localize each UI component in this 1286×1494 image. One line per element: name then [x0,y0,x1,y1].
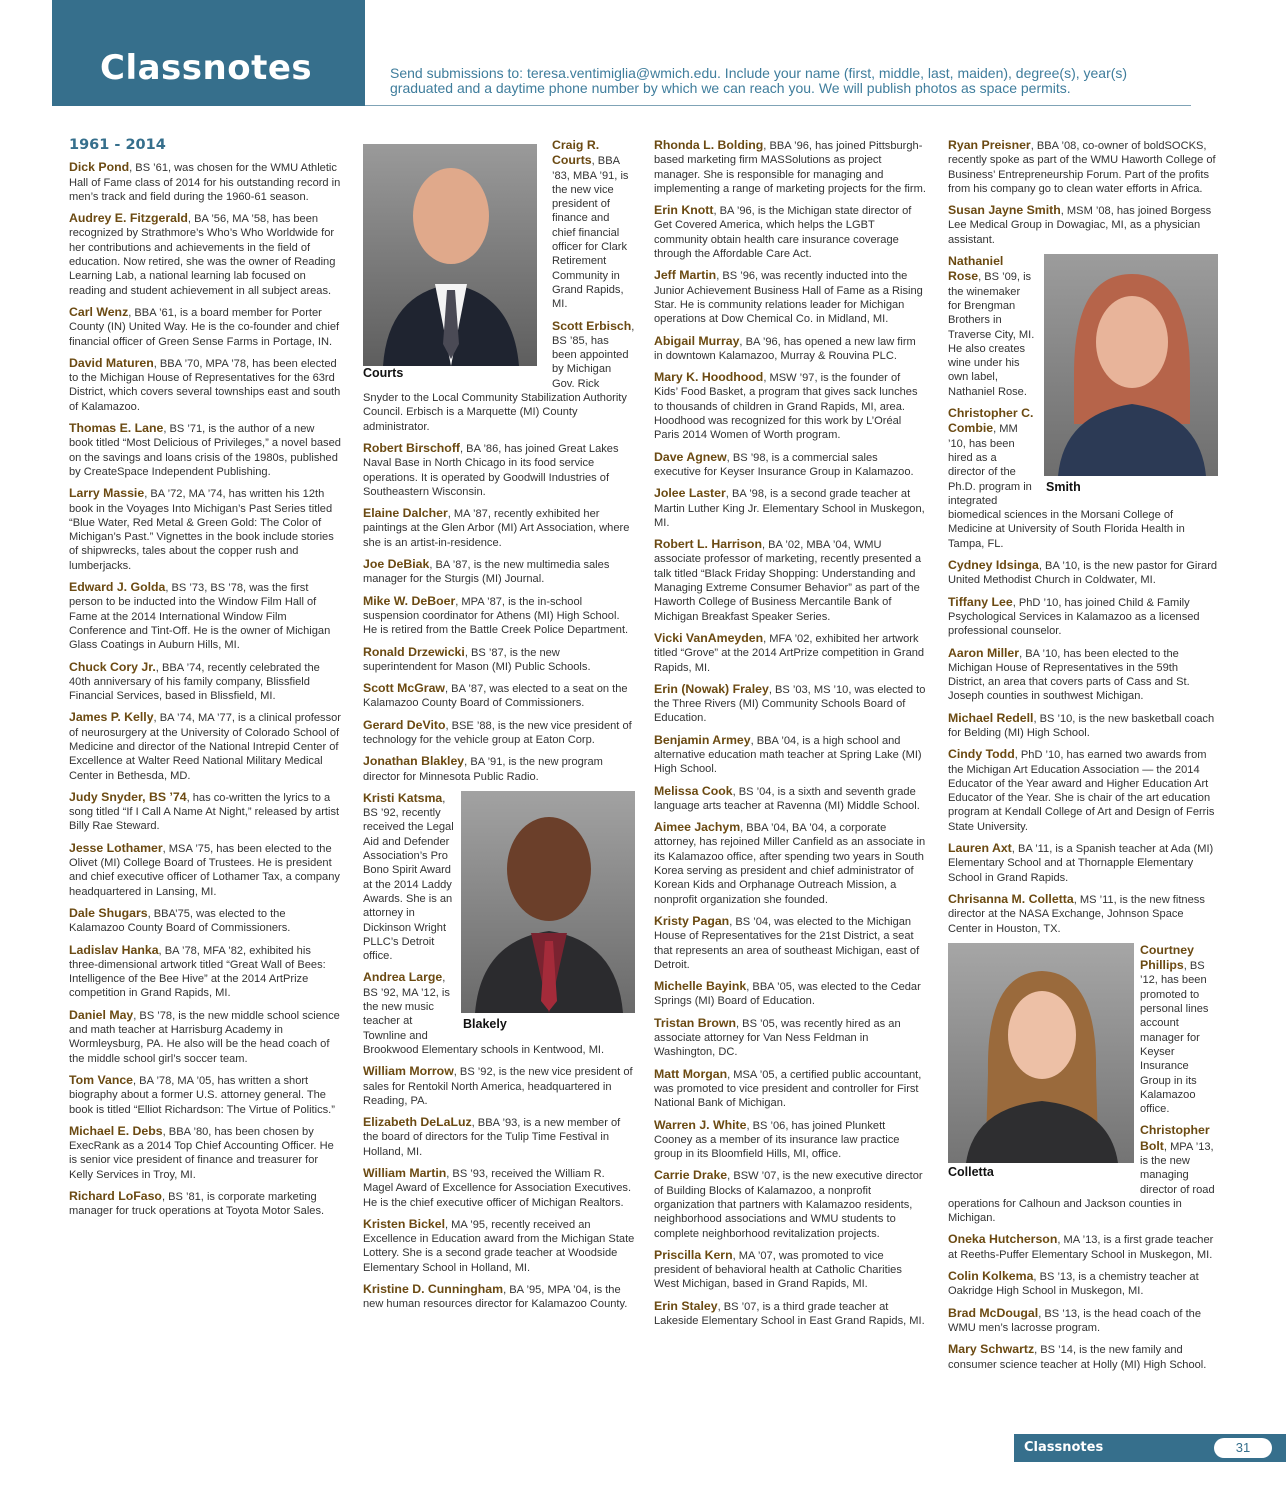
alumni-name: Erin Staley [654,1298,718,1313]
alumni-name: Tristan Brown [654,1015,736,1030]
alumni-name: Courtney Phillips [1140,942,1194,973]
alumni-name: Nathaniel Rose [948,254,1004,284]
alumni-name: Mary Schwartz [948,1342,1035,1357]
entry-text: , BBA ’96, has joined Pittsburgh-based marketing firm MASSolutions as project manager. She is responsible for managing and implementing a range of marketing projects for the firm. [654,140,926,195]
alumni-name: Kristine D. Cunningham [363,1282,504,1297]
classnote-entry [363,718,635,748]
classnote-entry [363,506,635,550]
entry-list [948,138,1218,247]
page-title: Classnotes [100,48,313,88]
footer-section-label: Classnotes [1024,1440,1104,1455]
alumni-name: Tiffany Lee [948,594,1013,609]
classnote-entry [69,841,341,899]
portrait-courts-image [363,144,537,366]
alumni-name: Daniel May [69,1007,134,1022]
entry-text: , BS ’06, has joined Plunkett Cooney as a member of its insurance law practice group in its Bloomfield Hills, MI, office. [654,1119,900,1161]
alumni-name: David Maturen [69,355,154,370]
classnote-entry [654,1118,926,1162]
entry-text: , BA ’91, is the new program director for Minnesota Public Radio. [363,756,603,783]
classnote-entry [69,421,341,479]
classnote-entry [654,631,926,675]
alumni-name: Mike W. DeBoer [363,593,456,608]
classnote-entry [363,1217,635,1275]
alumni-name: Robert L. Harrison [654,537,762,552]
alumni-name: Dave Agnew [654,449,727,464]
column-1 [69,138,341,1226]
entry-text: , BS ’07, is a third grade teacher at Lakeside Elementary School in East Grand Rapids, MI. [654,1300,925,1328]
alumni-name: Tom Vance [69,1072,134,1087]
entry-text: , BA ’56, MA ’58, has been recognized by Strathmore’s Who’s Who Worldwide for her contributions and achievements in the field of education. Now retired, she was the owner of Reading Learning Lab, a national learning lab focused on reading and student achievement in all subject areas. [69,213,336,297]
classnote-entry [654,1299,926,1329]
alumni-name: Robert Birschoff [363,440,461,455]
caption-blakely: Blakely [463,1016,507,1031]
entry-text: , BA ’86, has joined Great Lakes Naval Base in North Chicago in its food service operations. It is operated by Goodwill Industries of Southeastern Wisconsin. [363,442,619,498]
entry-text: , BS ’81, is corporate marketing manager for truck operations at Toyota Motor Sales. [69,1191,325,1218]
entry-text: , BS ’92, is the new vice president of sales for Rentokil North America, headquartered in Reading, PA. [363,1066,633,1107]
entry-text: , BBA ’83, MBA ’91, is the new vice president of finance and chief financial officer for Clark Retirement Community in Grand Rapids, MI. [552,155,629,311]
alumni-name: Michael E. Debs [69,1123,163,1138]
entry-text: , BS ’09, is the winemaker for Brengman Brothers in Traverse City, MI. He also creates wine under his own label, Nathaniel Rose. [948,271,1035,398]
alumni-name: William Martin [363,1166,447,1180]
alumni-name: Erin Knott [654,203,714,218]
alumni-name: Chuck Cory Jr. [69,659,156,674]
alumni-name: Andrea Large [363,970,443,985]
entry-text: , BS ’03, MS ’10, was elected to the Three Rivers (MI) Community Schools Board of Education. [654,683,926,725]
entry-text: , BA ’11, is a Spanish teacher at Ada (MI) Elementary School and at Thornapple Elementary School in Grand Rapids. [948,843,1214,884]
entry-text: , BS ’78, is the new middle school science and math teacher at Harrisburg Academy in Wormleysburg, PA. He also will be the head coach of the middle school girl’s soccer team. [69,1009,340,1065]
alumni-name: Cydney Idsinga [948,558,1039,573]
classnote-entry [69,580,341,652]
entry-text: , MSA ’05, a certified public accountant, was promoted to vice president and controller for First National Bank of Michigan. [654,1068,922,1110]
classnote-entry [654,138,926,196]
entry-text: , BS ’96, was recently inducted into the Junior Achievement Business Hall of Fame as a Rising Star. He is community relations leader for Michigan operations at Dow Chemical Co. in Midland, MI. [654,270,923,326]
classnote-entry [948,841,1218,885]
alumni-name: Warren J. White [654,1117,747,1132]
classnote-entry [654,537,926,624]
classnote-entry [948,1269,1218,1299]
alumni-name: Audrey E. Fitzgerald [69,211,188,226]
submission-instructions: Send submissions to: teresa.ventimiglia@wmich.edu. Include your name (first, middle, last, maiden), degree(s), year(s) graduated and a daytime phone number by which we can reach you. We will publish photos as space permits. [390,65,1128,96]
classnote-entry [69,906,341,936]
entry-text: , BS ’04, was elected to the Michigan House of Representatives for the 21st District, a seat that represents an area of southeast Michigan, east of Detroit. [654,915,920,971]
entry-text: , BS ’93, received the William R. Magel Award of Excellence for Association Executives. He is the chief executive officer of Michigan Realtors. [363,1168,632,1209]
entry-text: , PhD ’10, has joined Child & Family Psychological Services in Kalamazoo as a licensed professional counselor. [948,596,1200,638]
classnote-entry [363,557,635,587]
entry-text: , MA ’87, recently exhibited her paintings at the Glen Arbor (MI) Art Association, where she is an artist-in-residence. [363,508,630,549]
classnote-entry [948,892,1218,936]
header-divider [365,105,1191,106]
caption-smith: Smith [1046,480,1081,495]
alumni-name: Jolee Laster [654,486,726,501]
alumni-name: Carl Wenz [69,304,129,319]
alumni-name: Kristen Bickel [363,1216,446,1231]
classnote-entry [948,203,1218,247]
classnote-entry [69,1189,341,1219]
entry-text: , BSW ’07, is the new executive director of Building Blocks of Kalamazoo, a nonprofit organization that partners with Kalamazoo residents, neighborhood associations and WMU students to complete neighborhood revitalization projects. [654,1170,923,1240]
entry-text: , BS ’10, is the new basketball coach for Belding (MI) High School. [948,712,1215,739]
alumni-name: Elaine Dalcher [363,506,448,521]
entry-text: , BA ’95, MPA ’04, is the new human resources director for Kalamazoo County. [363,1284,628,1311]
alumni-name: Jeff Martin [654,268,717,283]
entry-text: , has co-written the lyrics to a song titled “If I Call A Name At Night,” released by artist Billy Rae Steward. [69,791,340,833]
entry-list [654,138,926,1328]
portrait-colletta-image [948,943,1134,1163]
alumni-name: William Morrow [363,1064,454,1079]
alumni-name: Ryan Preisner [948,138,1031,152]
page-number: 31 [1214,1438,1272,1458]
classnote-entry [654,268,926,326]
photo-smith [1044,254,1218,494]
entry-text: , BBA ’74, recently celebrated the 40th anniversary of his family company, Blissfield Financial Services, based in Blissfield, MI. [69,661,320,703]
classnote-entry [654,1016,926,1060]
classnote-entry [948,595,1218,639]
classnote-entry [654,1248,926,1292]
entry-list [69,160,341,1218]
classnote-entry [654,979,926,1009]
entry-text: , BBA ’05, was elected to the Cedar Springs (MI) Board of Education. [654,981,921,1008]
classnote-entry [654,370,926,442]
alumni-name: Chrisanna M. Colletta [948,891,1074,906]
alumni-name: Aaron Miller [948,645,1020,660]
alumni-name: Jesse Lothamer [69,840,163,855]
entry-text: , BBA’75, was elected to the Kalamazoo County Board of Commissioners. [69,907,291,935]
classnote-entry [654,486,926,530]
classnote-entry [69,305,341,349]
photo-courts [363,144,537,380]
classnote-entry [654,733,926,777]
entry-text: , BBA ’80, has been chosen by ExecRank as a 2014 Top Chief Accounting Officer. He is senior vice president of finance and treasurer for Kelly Services in Troy, MI. [69,1125,334,1181]
classnote-entry [948,558,1218,588]
column-4 [948,138,1218,1379]
alumni-name: Joe DeBiak [363,557,430,572]
entry-text: , BA ’78, MFA ’82, exhibited his three-dimensional artwork titled “Great Wall of Bees: Intelligence of the Bee Hive” at the 2014 ArtPrize competition in Grand Rapids, MI. [69,944,326,1000]
alumni-name: Abigail Murray [654,333,740,348]
entry-text: , BS ’92, recently received the Legal Aid and Defender Association’s Pro Bono Spirit Award at the 2014 Laddy Awards. She is an attorney in Dickinson Wright PLLC’s Detroit office. [363,792,454,963]
alumni-name: Brad McDougal [948,1305,1039,1320]
alumni-name: Lauren Axt [948,841,1012,856]
classnote-entry [654,914,926,972]
entry-text: , BBA ’04, is a high school and alternative education math teacher at Spring Lake (MI) High School. [654,734,922,776]
classnote-entry [363,645,635,675]
entry-text: , MPA ’87, is the in-school suspension coordinator for Athens (MI) High School. He is retired from the Battle Creek Police Department. [363,595,629,637]
classnote-entry [69,790,341,834]
entry-text: , BA ’74, MA ’77, is a clinical professor of neurosurgery at the University of Colorado School of Medicine and director of the National Intrepid Center of Excellence at Walter Reed National Military Medical Center in Bethesda, MD. [69,712,341,782]
portrait-smith-image [1044,254,1218,476]
entry-text: , BBA ’08, co-owner of boldSOCKS, recently spoke as part of the WMU Haworth College of Business’ Entrepreneurship Forum. Part of the profits from his company go to clean water efforts in Africa. [948,140,1216,195]
entry-list [363,1064,635,1311]
entry-text: , PhD ’10, has earned two awards from the Michigan Art Education Association — the 2014 Educator of the Year award and Higher Education Art Educator of the Year. She is chair of the art education program at Kendall College of Art and Design of Ferris State University. [948,749,1215,833]
alumni-name: Mary K. Hoodhood [654,370,764,385]
classnote-entry [654,784,926,814]
classnote-entry [363,681,635,711]
classnote-entry [363,754,635,784]
alumni-name: Matt Morgan [654,1066,728,1081]
section-title: 1961 - 2014 [69,137,166,153]
alumni-name: Scott Erbisch [552,318,632,333]
classnote-entry [69,660,341,704]
classnote-entry [69,356,341,414]
alumni-name: Aimee Jachym [654,820,741,835]
alumni-name: Dick Pond [69,160,130,175]
alumni-name: Jonathan Blakley [363,754,465,769]
classnote-entry [363,1064,635,1108]
entry-text: , BS ’71, is the author of a new book titled “Most Delicious of Privileges,” a novel based on the savings and loans crisis of the 1980s, published by CreateSpace Independent Publishing. [69,423,341,478]
entry-text: , BA ’10, has been elected to the Michigan House of Representatives in the 59th District, an area that covers parts of Cass and St. Joseph counties in southwest Michigan. [948,647,1190,703]
caption-courts: Courts [363,366,537,380]
entry-text: , BS ’92, MA ’12, is the new music teacher at Townline and Brookwood Elementary schools in Kentwood, MI. [363,972,605,1056]
classnote-entry [363,1115,635,1159]
alumni-name: Priscilla Kern [654,1247,733,1262]
header-banner [52,0,365,106]
entry-text: , BA ’72, MA ’74, has written his 12th book in the Voyages Into Michigan’s Past Series titled “Blue Water, Red Metal & Green Gold: The Color of Michigan’s Past.” Vignettes in the book include stories of shipwrecks, tales about the copper rush and lumberjacks. [69,488,334,572]
alumni-name: Michelle Bayink [654,979,747,994]
alumni-name: Edward J. Golda [69,580,166,595]
classnote-entry [654,203,926,261]
entry-text: , BS ’87, is the new superintendent for Mason (MI) Public Schools. [363,646,591,673]
alumni-name: Kristy Pagan [654,913,730,928]
alumni-name: Susan Jayne Smith [948,203,1061,218]
entry-list [948,558,1218,936]
alumni-name: Craig R. Courts [552,138,600,168]
portrait-blakely-image [461,791,635,1013]
classnote-entry [948,747,1218,834]
classnote-entry [948,646,1218,704]
classnote-entry [654,334,926,364]
alumni-name: Elizabeth DeLaLuz [363,1115,472,1130]
classnote-entry [69,211,341,298]
entry-text: , BS ’05, was recently hired as an associate attorney for Van Ness Feldman in Washington, DC. [654,1017,901,1059]
entry-text: , BS ’13, is the head coach of the WMU men’s lacrosse program. [948,1307,1202,1334]
classnote-entry [363,1282,635,1312]
alumni-name: Thomas E. Lane [69,421,164,436]
alumni-name: Scott McGraw [363,681,445,696]
entry-text: , BSE ’88, is the new vice president of technology for the vehicle group at Eaton Corp. [363,719,632,746]
entry-text: , BBA ’70, MPA ’78, has been elected to the Michigan House of Representatives for the 63rd District, which covers several townships east and south of Kalamazoo. [69,357,341,413]
classnote-entry [948,1306,1218,1336]
entry-text: , BA ’10, is the new pastor for Girard United Methodist Church in Coldwater, MI. [948,560,1218,587]
alumni-name: James P. Kelly [69,710,154,725]
photo-colletta [948,943,1134,1179]
entry-text: , BS ’12, has been promoted to personal lines account manager for Keyser Insurance Group in its Kalamazoo office. [1140,960,1209,1116]
entry-text: , MA ’07, was promoted to vice president of behavioral health at Catholic Charities West Michigan, based in Grand Rapids, MI. [654,1249,902,1291]
entry-text: , BS ’85, has been appointed by Michigan Gov. Rick Snyder to the Local Community Stabilization Authority Council. Erbisch is a Marquette (MI) County administrator. [363,320,635,433]
entry-text: , BA ’98, is a second grade teacher at Martin Luther King Jr. Elementary School in Muskegon, MI. [654,488,925,529]
entry-text: , MSM ’08, has joined Borgess Lee Medical Group in Dowagiac, MI, as a physician assistant. [948,205,1212,246]
entry-text: , MPA ’13, is the new managing director of road operations for Calhoun and Jackson counties in Michigan. [948,1140,1215,1225]
classnote-entry [948,1342,1218,1372]
entry-text: , BS ’13, is a chemistry teacher at Oakridge High School in Muskegon, MI. [948,1271,1199,1298]
entry-text: , BA ’02, MBA ’04, WMU associate professor of marketing, recently presented a talk titled “Black Friday Shopping: Understanding and Managing Extreme Consumer Behavior” as part of the Haworth College of Business Mercantile Bank of Michigan Breakfast Speaker Series. [654,539,922,623]
entry-text: , MA ’13, is a first grade teacher at Reeths-Puffer Elementary School in Muskegon, MI. [948,1234,1214,1261]
alumni-name: Oneka Hutcherson [948,1232,1058,1247]
alumni-name: Vicki VanAmeyden [654,630,764,645]
photo-blakely [461,791,635,1031]
classnote-entry [69,1124,341,1182]
classnote-entry [363,441,635,499]
entry-text: , MA ’95, recently received an Excellence in Education award from the Michigan State Lottery. She is a second grade teacher at Woodside Elementary School in Holland, MI. [363,1218,635,1274]
entry-text: , MM ’10, has been hired as a director of the Ph.D. program in integrated biomedical sciences in the Morsani College of Medicine at University of South Florida Health in Tampa, FL. [948,423,1185,550]
alumni-name: Christopher Bolt [1140,1123,1210,1153]
classnote-entry [654,450,926,480]
column-2 [363,138,635,1319]
alumni-name: Dale Shugars [69,905,148,920]
classnote-entry [654,1168,926,1240]
classnote-entry [69,710,341,782]
alumni-name: Benjamin Armey [654,732,751,747]
entry-text: , MSA ’75, has been elected to the Olivet (MI) College Board of Trustees. He is president and chief executive officer of Lothamer Tax, a company headquartered in Lansing, MI. [69,842,340,898]
alumni-name: Gerard DeVito [363,717,446,732]
entry-text: , BA ’96, is the Michigan state director of Get Covered America, which helps the LGBT community obtain health care insurance coverage through the Affordable Care Act. [654,205,912,261]
entry-text: , BBA ’04, BA ’04, a corporate attorney, has rejoined Miller Canfield as an associate in its Kalamazoo office, after spending two years in South Korea serving as president and chief administrator of Korean Kids and Orphanage Outreach Mission, a nonprofit organization she founded. [654,822,926,906]
alumni-name: Rhonda L. Bolding [654,138,764,152]
entry-text: , MFA ’02, exhibited her artwork titled “Grove” at the 2014 ArtPrize competition in Grand Rapids, MI. [654,632,925,674]
alumni-name: Michael Redell [948,710,1034,725]
entry-text: , BS ’04, is a sixth and seventh grade language arts teacher at Ravenna (MI) Middle School. [654,785,920,812]
entry-text: , BA ’87, is the new multimedia sales manager for the Sturgis (MI) Journal. [363,559,610,586]
alumni-name: Judy Snyder, BS ’74 [69,789,187,804]
entry-text: , BS ’98, is a commercial sales executive for Keyser Insurance Group in Kalamazoo. [654,451,914,478]
alumni-name: Colin Kolkema [948,1269,1034,1284]
classnote-entry [948,138,1218,196]
footer-bar [1014,1434,1286,1462]
alumni-name: Ladislav Hanka [69,942,159,957]
alumni-name: Ronald Drzewicki [363,644,465,659]
entry-text: , MS ’11, is the new fitness director at the NASA Exchange, Johnson Space Center in Houston, TX. [948,893,1205,935]
classnote-entry [69,1073,341,1117]
classnote-entry [363,594,635,638]
entry-text: , BBA ’61, is a board member for Porter County (IN) United Way. He is the co-founder and chief financial officer of Green Sense Farms in Portage, IN. [69,306,340,348]
entry-text: , BBA ’93, is a new member of the board of directors for the Tulip Time Festival in Holland, MI. [363,1117,621,1158]
entry-text: , BA ’78, MA ’05, has written a short biography about a former U.S. attorney general. The book is titled “Elliot Richardson: The Virtue of Politics.” [69,1074,335,1116]
classnote-entry [69,486,341,573]
alumni-name: Melissa Cook [654,783,733,798]
entry-text: , BA ’96, has opened a new law firm in downtown Kalamazoo, Murray & Rouvina PLC. [654,335,916,362]
alumni-name: Erin (Nowak) Fraley [654,681,769,696]
alumni-name: Christopher C. Combie [948,406,1034,436]
entry-text: , BS ’73, BS ’78, was the first person to be inducted into the Window Film Hall of Fame at the 2014 International Window Film Conference and Tint-Off. He is the owner of Michigan Glass Coatings in Auburn Hills, MI. [69,582,331,652]
alumni-name: Cindy Todd [948,747,1015,762]
entry-text: , BS ’61, was chosen for the WMU Athletic Hall of Fame class of 2014 for his outstanding record in men’s track and field during the 1960-61 season. [69,162,341,203]
classnote-entry [654,1067,926,1111]
entry-text: , MSW ’97, is the founder of Kids’ Food Basket, a program that gives sack lunches to thousands of children in Grand Rapids, MI, area. Hoodhood was recognized for this work by L’Oréal Paris 2014 Women of Worth program. [654,372,918,442]
classnote-entry [948,1232,1218,1262]
classnote-entry [948,711,1218,741]
entry-text: , BS ’14, is the new family and consumer science teacher at Holly (MI) High School. [948,1344,1207,1371]
caption-colletta: Colletta [948,1164,994,1179]
alumni-name: Kristi Katsma [363,790,443,805]
entry-list [363,441,635,784]
classnote-entry [363,1166,635,1210]
alumni-name: Larry Massie [69,486,145,501]
classnote-entry [654,682,926,726]
entry-text: , BA ’87, was elected to a seat on the Kalamazoo County Board of Commissioners. [363,683,628,710]
classnote-entry [654,820,926,907]
column-3 [654,138,926,1335]
alumni-name: Richard LoFaso [69,1189,162,1203]
entry-list [948,1232,1218,1371]
classnote-entry [69,943,341,1001]
alumni-name: Carrie Drake [654,1168,728,1183]
classnote-entry [69,160,341,204]
classnote-entry [69,1008,341,1066]
